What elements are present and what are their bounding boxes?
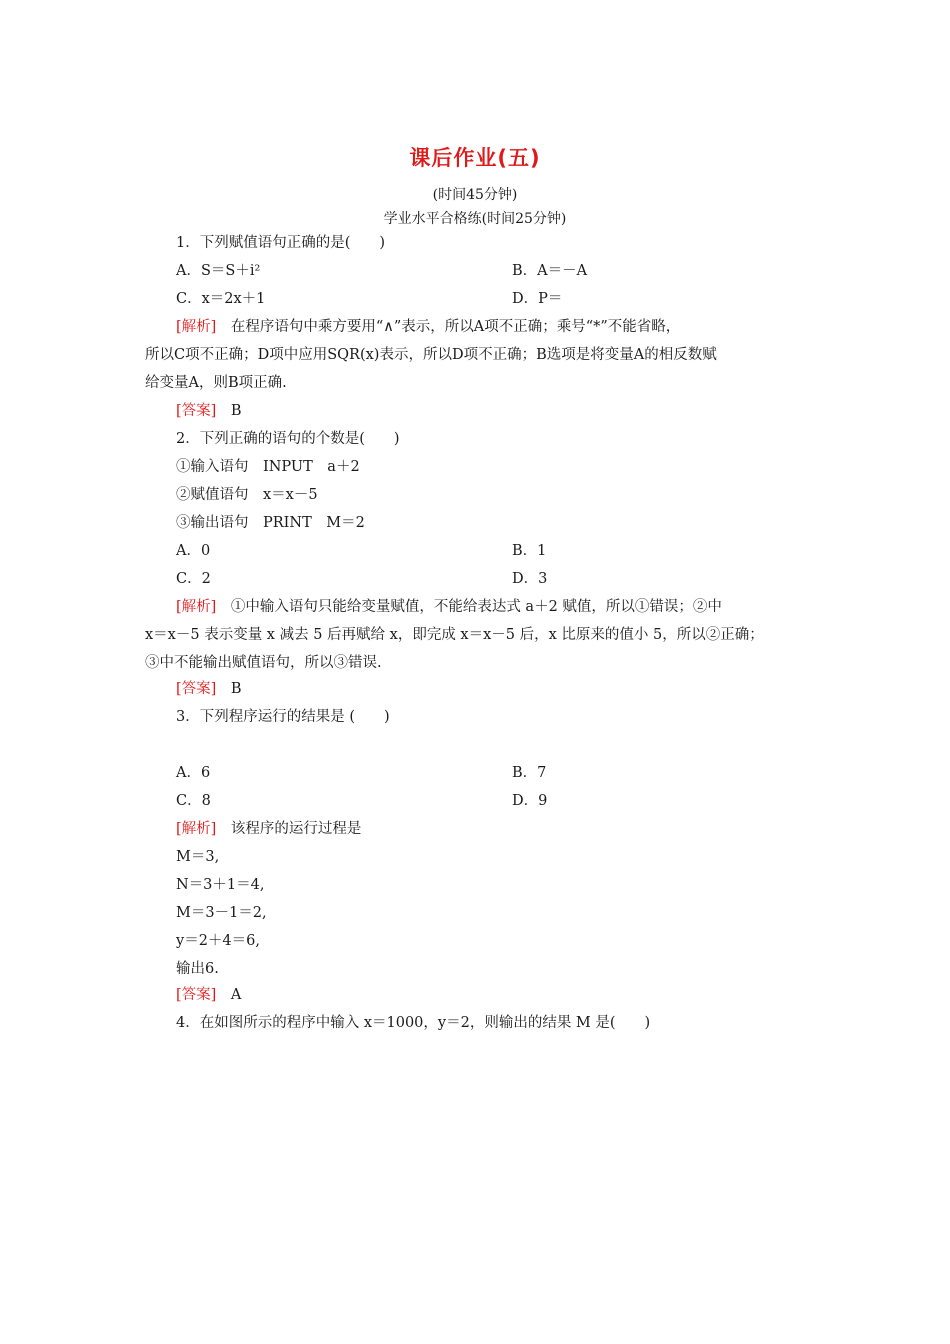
q3-stem: 3．下列程序运行的结果是 ( ) [176, 709, 390, 725]
q3-step-5: 输出6. [176, 961, 219, 977]
answer-tag: [答案] [176, 681, 217, 697]
analysis-tag: [解析] [176, 599, 217, 615]
q1-stem: 1．下列赋值语句正确的是( ) [176, 235, 386, 251]
q1-analysis-text-1: 在程序语句中乘方要用“∧”表示，所以A项不正确；乘号“*”不能省略， [216, 319, 681, 335]
q2-analysis-line-1 [176, 597, 722, 617]
q3-option-a: A．6 [176, 765, 211, 781]
q2-answer-value: B [216, 681, 242, 697]
analysis-tag: [解析] [176, 821, 217, 837]
q3-answer-value: A [216, 987, 242, 1003]
q3-step-3: M＝3－1＝2, [176, 905, 267, 921]
q2-answer [176, 679, 241, 699]
time-note: (时间45分钟) [432, 187, 518, 203]
analysis-tag: [解析] [176, 319, 217, 335]
q1-answer-value: B [216, 403, 242, 419]
q2-option-c: C．2 [176, 571, 211, 587]
section-heading: 学业水平合格练(时间25分钟) [383, 211, 567, 227]
q1-option-d: D．P＝ [512, 291, 563, 307]
answer-tag: [答案] [176, 987, 217, 1003]
q4-stem: 4．在如图所示的程序中输入 x＝1000，y＝2，则输出的结果 M 是( ) [176, 1015, 651, 1031]
q2-statement-1: ①输入语句 INPUT a＋2 [176, 459, 360, 475]
q3-step-2: N＝3＋1＝4, [176, 877, 265, 893]
q1-option-b: B．A＝－A [512, 263, 588, 279]
q2-statement-3: ③输出语句 PRINT M＝2 [176, 515, 365, 531]
q3-step-1: M＝3, [176, 849, 220, 865]
q3-analysis-line-1 [176, 819, 361, 839]
q2-option-b: B．1 [512, 543, 547, 559]
q1-analysis-line-1 [176, 317, 680, 337]
q3-answer [176, 985, 241, 1005]
q2-statement-2: ②赋值语句 x＝x－5 [176, 487, 318, 503]
q3-analysis-text-1: 该程序的运行过程是 [216, 821, 362, 837]
q1-analysis-line-3: 给变量A，则B项正确. [145, 375, 287, 391]
q2-analysis-text-1: ①中输入语句只能给变量赋值，不能给表达式 a＋2 赋值，所以①错误；②中 [216, 599, 722, 615]
q1-option-a: A．S＝S＋i² [176, 263, 261, 279]
q2-option-d: D．3 [512, 571, 548, 587]
q1-answer [176, 401, 241, 421]
q2-analysis-line-3: ③中不能输出赋值语句，所以③错误. [145, 655, 382, 671]
q1-option-c: C．x＝2x＋1 [176, 291, 266, 307]
q1-analysis-line-2: 所以C项不正确；D项中应用SQR(x)表示，所以D项不正确；B选项是将变量A的相反数赋 [145, 347, 717, 363]
q2-option-a: A．0 [176, 543, 211, 559]
q3-option-c: C．8 [176, 793, 211, 809]
q2-stem: 2．下列正确的语句的个数是( ) [176, 431, 400, 447]
q3-option-b: B．7 [512, 765, 547, 781]
q3-option-d: D．9 [512, 793, 548, 809]
q3-step-4: y＝2＋4＝6, [176, 933, 260, 949]
q2-analysis-line-2: x＝x－5 表示变量 x 减去 5 后再赋给 x，即完成 x＝x－5 后，x 比原来的值小 5，所以②正确； [145, 627, 764, 643]
page-title: 课后作业(五) [409, 146, 541, 170]
answer-tag: [答案] [176, 403, 217, 419]
